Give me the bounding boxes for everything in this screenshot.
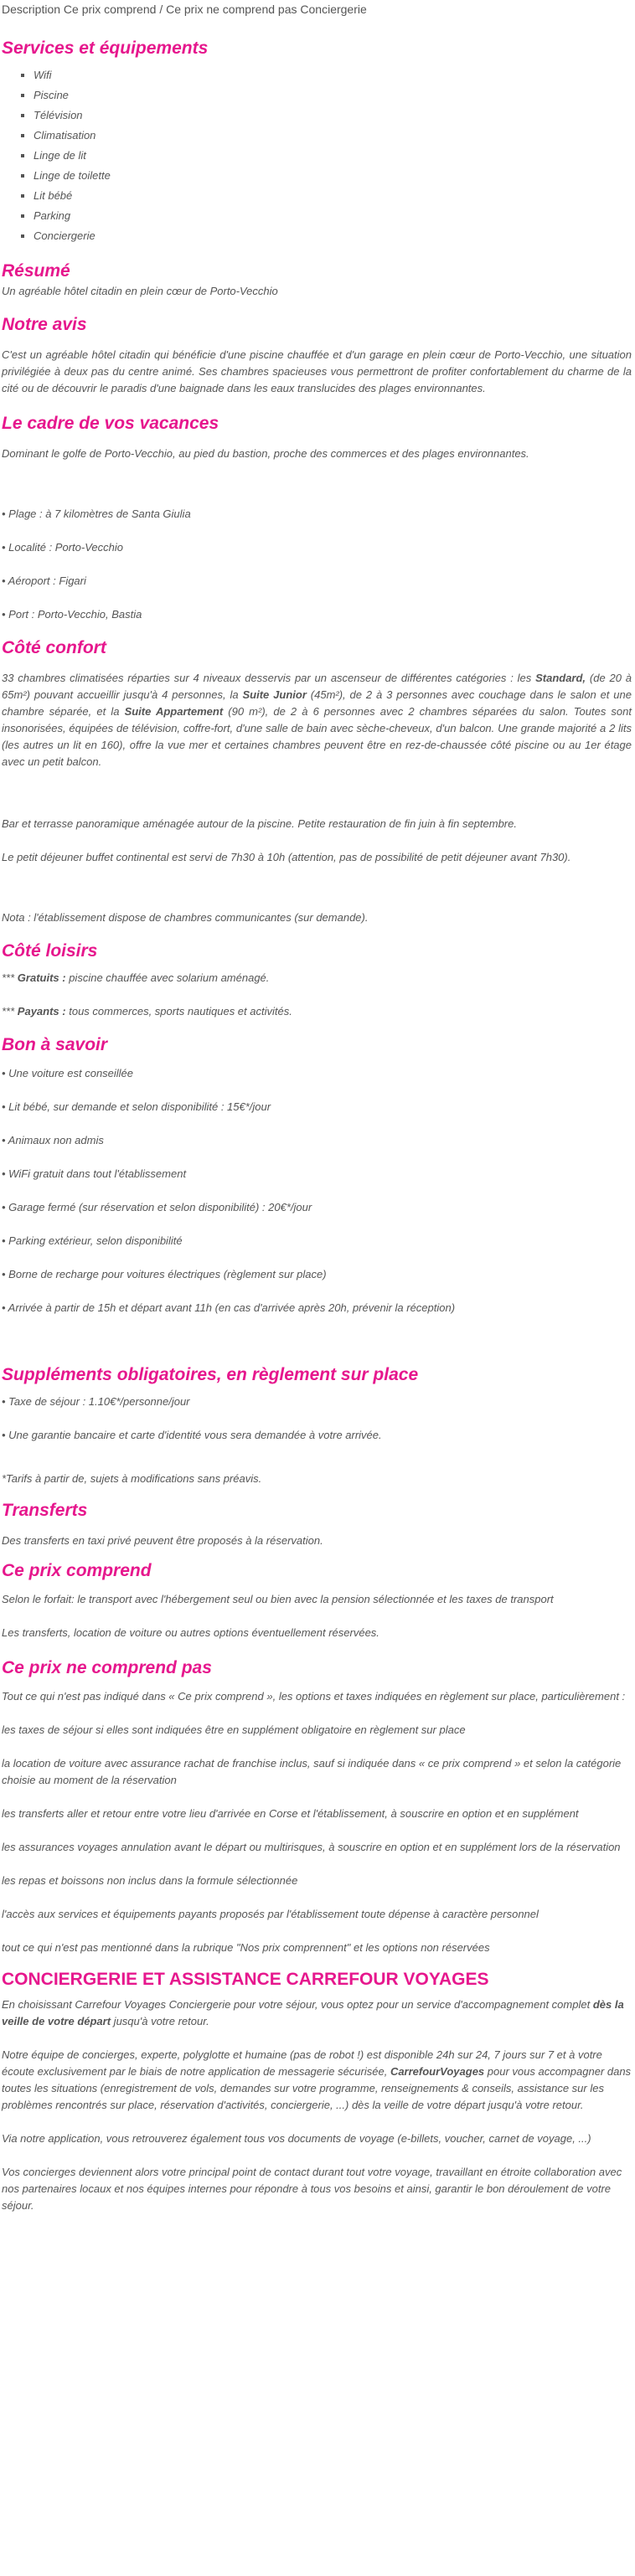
comprend-title: Ce prix comprend: [2, 1561, 152, 1580]
list-item: ▪ Linge de toilette: [34, 166, 632, 186]
ne-comprend-item: les repas et boissons non inclus dans la formule sélectionnée: [2, 1874, 298, 1887]
savoir-title: Bon à savoir: [2, 1035, 108, 1054]
conciergerie-text: pour vous accompagner dans toutes les situations (enregistrement de vols, demandes sur votre programme, renseignements & conseils, assistance sur les problèmes rencontrés sur place, réservation d'activités, conciergerie, ...) dès la veille de votre départ jusqu'à votre retour.: [2, 2065, 632, 2111]
conciergerie-intro: [2, 1996, 632, 2030]
avis-text: C'est un agréable hôtel citadin qui bénéficie d'une piscine chauffée et d'un garage en plein cœur de Porto-Vecchio, une situation privilégiée à deux pas du centre animé. Ses chambres spacieuses vous permettront de profiter confortablement du charme de la cité ou de découvrir le paradis d'une baignade dans les eaux translucides des plages environnantes.: [2, 348, 632, 394]
savoir-item: • Borne de recharge pour voitures électriques (règlement sur place): [2, 1268, 327, 1280]
ne-comprend-item: la location de voiture avec assurance rachat de franchise inclus, sauf si indiquée dans « ce prix comprend » et selon la catégorie choisie au moment de la réservation: [2, 1757, 622, 1786]
confort-text: 33 chambres climatisées réparties sur 4 niveaux desservis par un ascenseur de différentes catégories : les: [2, 672, 536, 684]
tab-ne-comprend[interactable]: Ce prix ne comprend pas: [166, 3, 297, 16]
comprend-item: Les transferts, location de voiture ou autres options éventuellement réservées.: [2, 1626, 379, 1639]
savoir-item: • Une voiture est conseillée: [2, 1067, 134, 1079]
conciergerie-highlight: dès la veille de votre départ: [2, 1998, 624, 2027]
loisirs-payants-text: tous commerces, sports nautiques et activités.: [65, 1005, 292, 1018]
confort-nota-text: Nota : l'établissement dispose de chambres communicantes (sur demande).: [2, 911, 369, 924]
cadre-text: Dominant le golfe de Porto-Vecchio, au pied du bastion, proche des commerces et des plages environnantes.: [2, 447, 529, 460]
supplements-item: • Taxe de séjour : 1.10€*/personne/jour: [2, 1395, 190, 1408]
cadre-item: • Localité : Porto-Vecchio: [2, 541, 123, 554]
room-standard: Standard,: [535, 672, 586, 684]
savoir-item: • Arrivée à partir de 15h et départ avant 11h (en cas d'arrivée après 20h, prévenir la réception): [2, 1301, 456, 1314]
ne-comprend-item: l'accès aux services et équipements payants proposés par l'établissement toute dépense à caractère personnel: [2, 1908, 539, 1920]
savoir-item: • Lit bébé, sur demande et selon disponibilité : 15€*/jour: [2, 1100, 271, 1113]
confort-text: (45m²), de 2 à 3 personnes avec couchage dans le salon et une chambre séparée, et la: [2, 688, 632, 718]
list-item: ▪ Climatisation: [34, 126, 632, 146]
savoir-item: • Garage fermé (sur réservation et selon disponibilité) : 20€*/jour: [2, 1201, 312, 1213]
savoir-item: • Parking extérieur, selon disponibilité: [2, 1234, 183, 1247]
tab-bar: [2, 0, 632, 18]
savoir-item: • WiFi gratuit dans tout l'établissement: [2, 1167, 187, 1180]
room-suite-appartement: Suite Appartement: [124, 705, 224, 718]
confort-bar-text: Bar et terrasse panoramique aménagée autour de la piscine. Petite restauration de fin juin à fin septembre.: [2, 817, 517, 830]
transferts-title: Transferts: [2, 1501, 88, 1520]
tab-description[interactable]: Description: [2, 3, 61, 16]
confort-rooms-text: [2, 670, 632, 770]
savoir-item: • Animaux non admis: [2, 1134, 104, 1146]
confort-title: Côté confort: [2, 638, 106, 657]
conciergerie-text: jusqu'à votre retour.: [111, 2015, 209, 2027]
list-item: ▪ Parking: [34, 206, 632, 226]
list-item: ▪ Télévision: [34, 106, 632, 126]
conciergerie-team: [2, 2047, 632, 2114]
cadre-item: • Plage : à 7 kilomètres de Santa Giulia: [2, 507, 191, 520]
supplements-item: • Une garantie bancaire et carte d'identité vous sera demandée à votre arrivée.: [2, 1429, 382, 1441]
ne-comprend-item: les assurances voyages annulation avant le départ ou multirisques, à souscrire en option et en supplément lors de la réservation: [2, 1841, 621, 1853]
list-item: ▪ Linge de lit: [34, 146, 632, 166]
ne-comprend-item: les transferts aller et retour entre votre lieu d'arrivée en Corse et l'établissement, à souscrire en option et en supplément: [2, 1807, 579, 1820]
tab-comprend[interactable]: Ce prix comprend: [63, 3, 157, 16]
loisirs-prefix: ***: [2, 971, 18, 984]
loisirs-gratuits-label: Gratuits :: [17, 971, 66, 984]
conciergerie-title: CONCIERGERIE ET ASSISTANCE CARREFOUR VOYAGES: [2, 1970, 489, 1989]
loisirs-payants: [2, 1003, 632, 1020]
loisirs-prefix: ***: [2, 1005, 18, 1018]
services-title: Services et équipements: [2, 39, 209, 58]
resume-title: Résumé: [2, 261, 70, 281]
tab-separator: /: [159, 3, 167, 16]
confort-text: (de 20 à 65m²) pouvant accueillir jusqu'à 4 personnes, la: [2, 672, 632, 701]
loisirs-payants-label: Payants :: [17, 1005, 66, 1018]
conciergerie-text: Notre équipe de concierges, experte, polyglotte et humaine (pas de robot !) est disponible 24h sur 24, 7 jours sur 7 et à votre écoute exclusivement par le biais de notre application de messagerie sécurisée,: [2, 2048, 602, 2078]
cadre-item: • Aéroport : Figari: [2, 574, 86, 587]
conciergerie-app-text: Via notre application, vous retrouverez également tous vos documents de voyage (e-billets, voucher, carnet de voyage, ...): [2, 2132, 591, 2145]
list-item: ▪ Piscine: [34, 85, 632, 106]
comprend-item: Selon le forfait: le transport avec l'hébergement seul ou bien avec la pension sélectionnée et les taxes de transport: [2, 1593, 554, 1605]
supplements-note: *Tarifs à partir de, sujets à modifications sans préavis.: [2, 1472, 262, 1485]
conciergerie-app-name: CarrefourVoyages: [390, 2065, 485, 2078]
list-item: ▪ Conciergerie: [34, 226, 632, 246]
conciergerie-contact-text: Vos concierges deviennent alors votre principal point de contact durant tout votre voyage, travaillant en étroite collaboration avec nos partenaires locaux et nos équipes internes pour répondre à tous vos besoins et ainsi, garantir le bon déroulement de votre séjour.: [2, 2166, 622, 2212]
loisirs-gratuits: [2, 970, 632, 987]
list-item: ▪ Wifi: [34, 65, 632, 85]
ne-comprend-item: tout ce qui n'est pas mentionné dans la rubrique "Nos prix comprennent" et les options non réservées: [2, 1941, 490, 1954]
ne-comprend-title: Ce prix ne comprend pas: [2, 1658, 212, 1677]
supplements-title: Suppléments obligatoires, en règlement sur place: [2, 1365, 419, 1384]
ne-comprend-item: les taxes de séjour si elles sont indiquées être en supplément obligatoire en règlement sur place: [2, 1723, 466, 1736]
conciergerie-text: En choisissant Carrefour Voyages Conciergerie pour votre séjour, vous optez pour un service d'accompagnement complet: [2, 1998, 593, 2011]
loisirs-title: Côté loisirs: [2, 941, 98, 961]
resume-text: Un agréable hôtel citadin en plein cœur de Porto-Vecchio: [2, 285, 278, 297]
cadre-title: Le cadre de vos vacances: [2, 414, 219, 433]
avis-title: Notre avis: [2, 315, 87, 334]
tab-conciergerie[interactable]: Conciergerie: [300, 3, 367, 16]
confort-breakfast-text: Le petit déjeuner buffet continental est servi de 7h30 à 10h (attention, pas de possibilité de petit déjeuner avant 7h30).: [2, 851, 571, 863]
loisirs-gratuits-text: piscine chauffée avec solarium aménagé.: [65, 971, 270, 984]
cadre-item: • Port : Porto-Vecchio, Bastia: [2, 608, 142, 621]
list-item: ▪ Lit bébé: [34, 186, 632, 206]
ne-comprend-item: Tout ce qui n'est pas indiqué dans « Ce prix comprend », les options et taxes indiquées en règlement sur place, particulièrement :: [2, 1690, 626, 1703]
confort-text: (90 m²), de 2 à 6 personnes avec 2 chambres séparées du salon. Toutes sont insonorisées, équipées de télévision, coffre-fort, d'une salle de bain avec sèche-cheveux, d'un balcon. Une grande majorité a 2 lits (les autres un lit en 160), offre la vue mer et certaines chambres peuvent être en rez-de-chaussée côté piscine ou au 1er étage avec un petit balcon.: [2, 705, 632, 768]
room-suite-junior: Suite Junior: [242, 688, 307, 701]
transferts-text: Des transferts en taxi privé peuvent être proposés à la réservation.: [2, 1534, 323, 1547]
services-list: [2, 65, 632, 246]
